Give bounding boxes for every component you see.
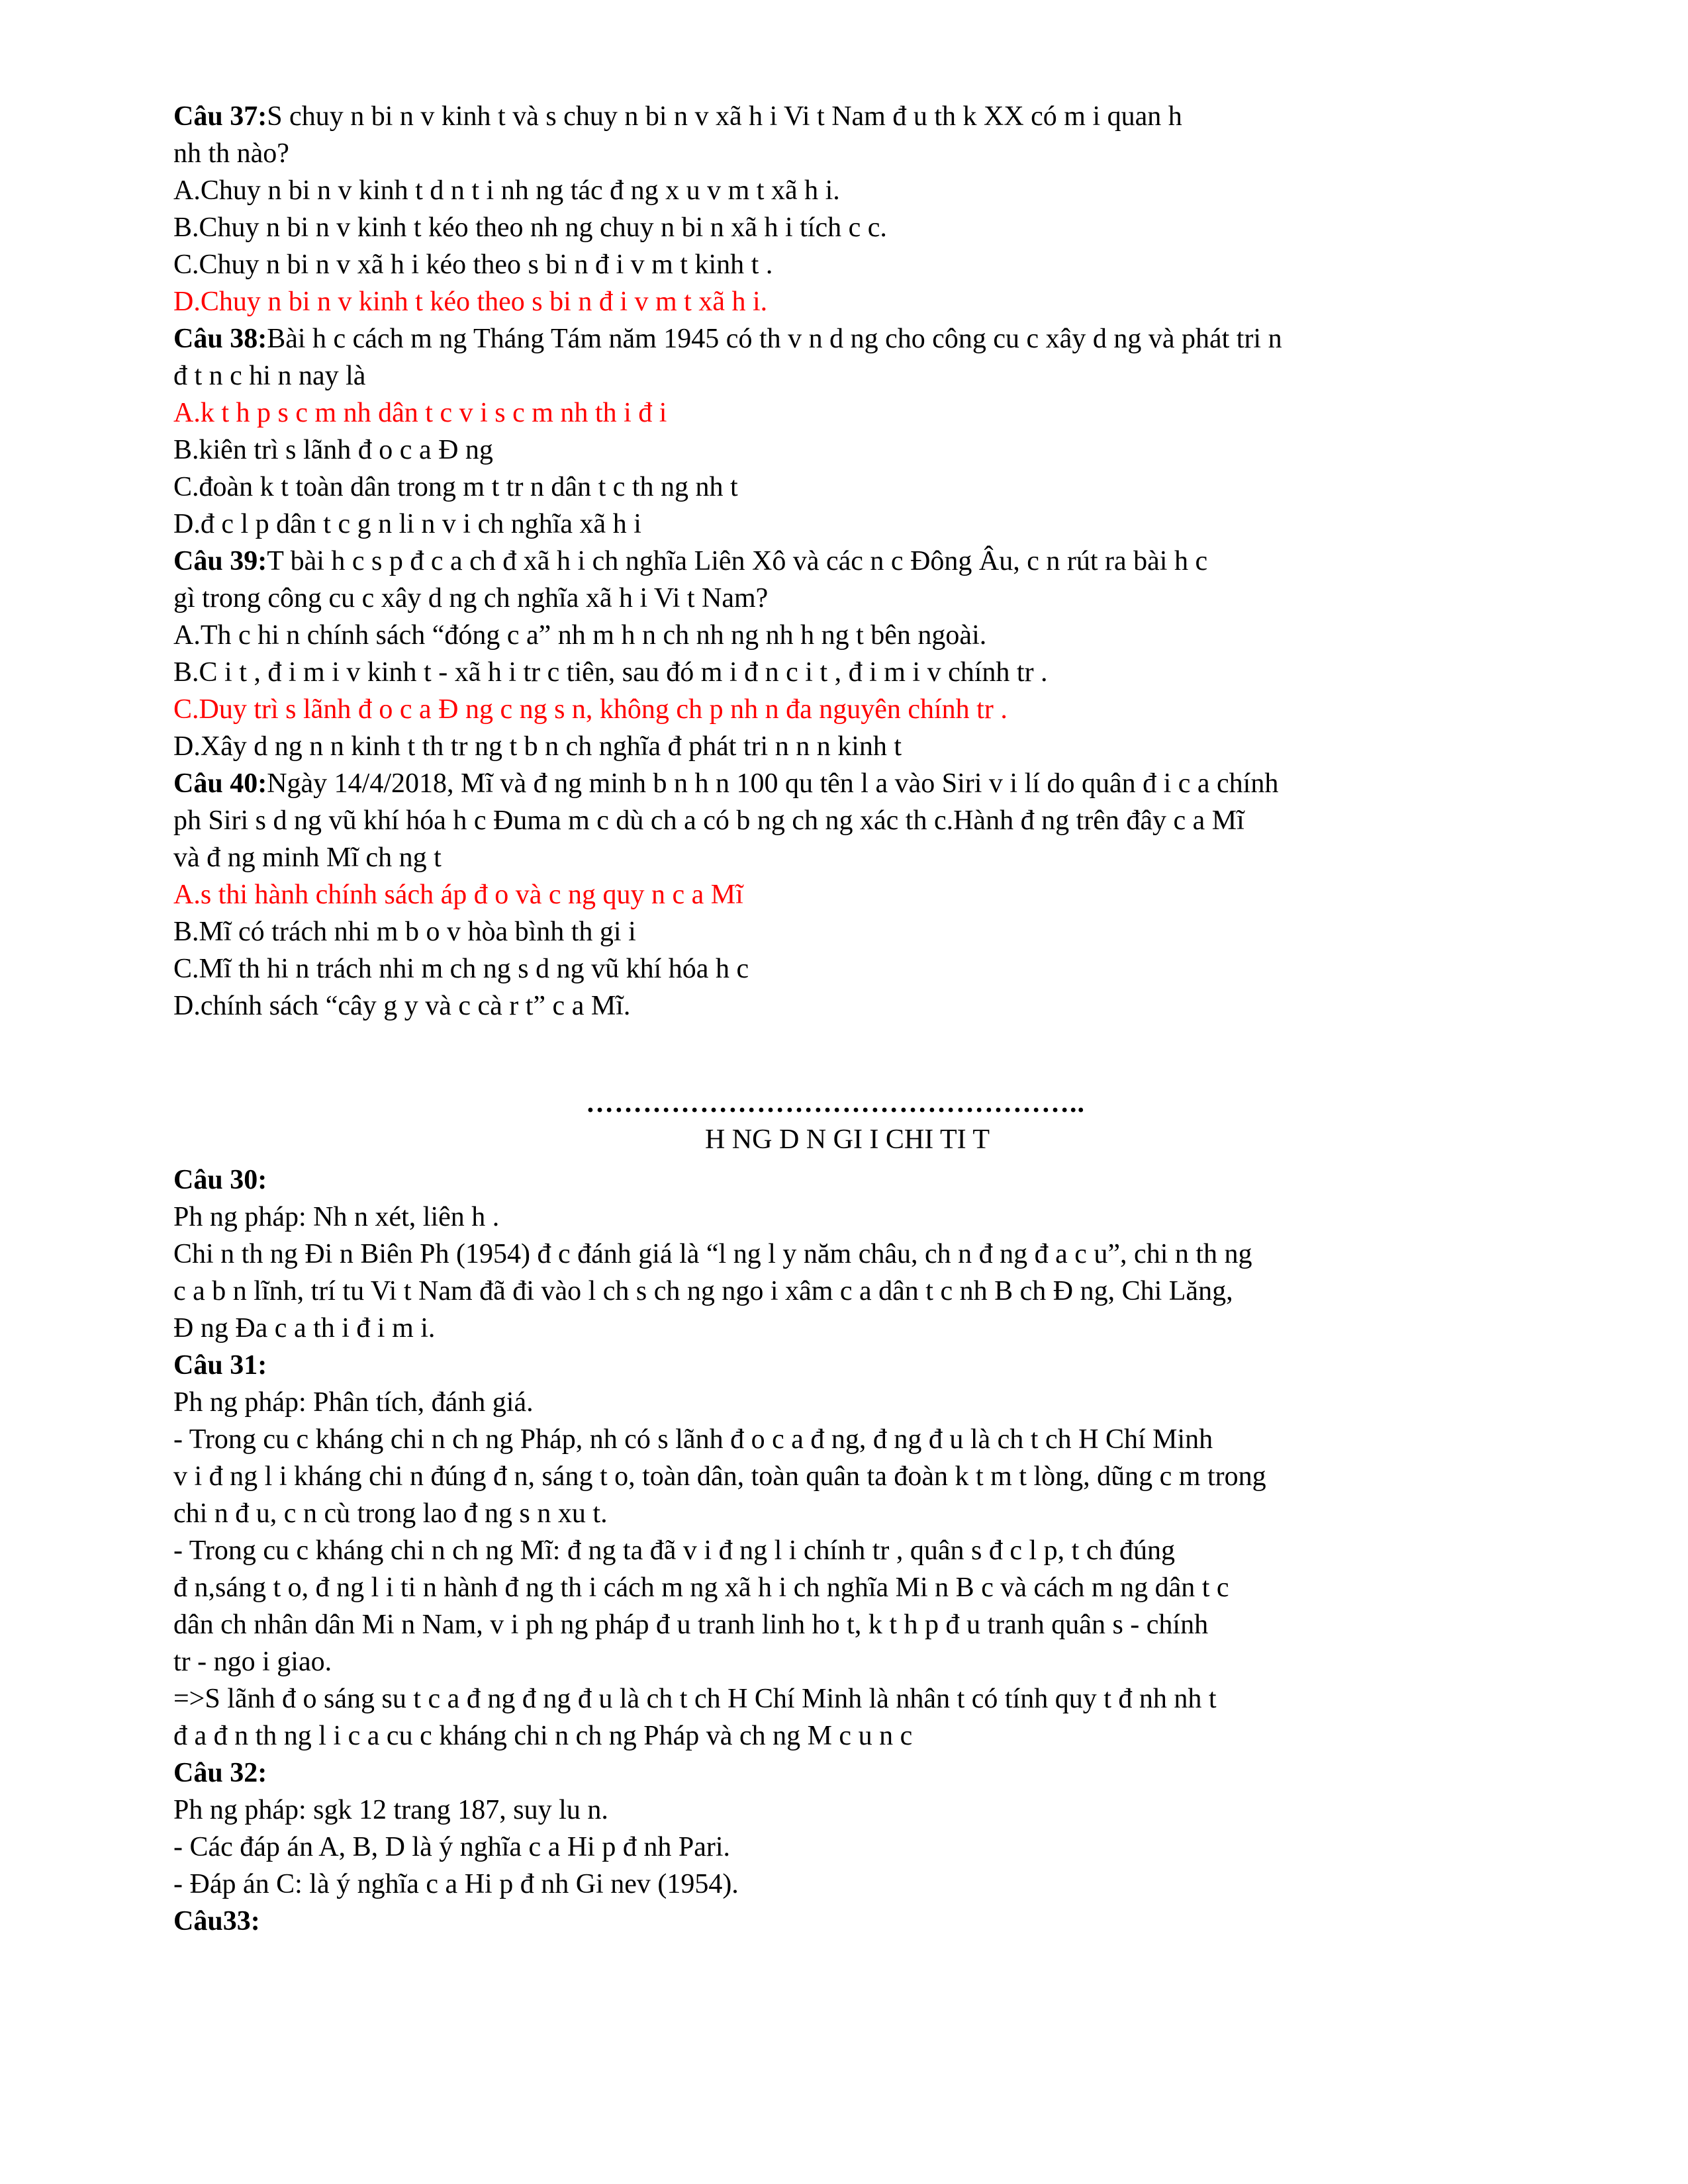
solution-31-line: - Trong cu c kháng chi n ch ng Pháp, nh có s lãnh đ o c a đ ng, đ ng đ u là ch t ch H Chí Minh: [173, 1424, 1213, 1455]
question-37-text: S chuy n bi n v kinh t và s chuy n bi n v xã h i Vi t Nam đ u th k XX có m i quan h: [267, 101, 1182, 132]
question-38-option-d: D.đ c l p dân t c g n li n v i ch nghĩa xã h i: [173, 509, 641, 539]
question-40-line-3: và đ ng minh Mĩ ch ng t: [173, 842, 442, 873]
question-37-line-2: nh th nào?: [173, 138, 289, 169]
solution-31-line: v i đ ng l i kháng chi n đúng đ n, sáng t o, toàn dân, toàn quân ta đoàn k t m t lòng, dũng c m trong: [173, 1461, 1266, 1492]
solution-31-line: - Trong cu c kháng chi n ch ng Mĩ: đ ng ta đã v i đ ng l i chính tr , quân s đ c l p, t ch đúng: [173, 1535, 1175, 1566]
question-37-line-1: [173, 98, 1550, 135]
solution-30-line: Chi n th ng Đi n Biên Ph (1954) đ c đánh giá là “l ng l y năm châu, ch n đ ng đ a c u”, chi n th ng: [173, 1239, 1252, 1269]
question-38-option-a-answer: A.k t h p s c m nh dân t c v i s c m nh th i đ i: [173, 398, 667, 428]
question-40-option-b: B.Mĩ có trách nhi m b o v hòa bình th gi i: [173, 917, 636, 947]
question-40-line-1: [173, 765, 1550, 802]
question-40-option-c: C.Mĩ th hi n trách nhi m ch ng s d ng vũ khí hóa h c: [173, 954, 749, 984]
solution-31-label: [173, 1347, 1550, 1384]
question-39-text: T bài h c s p đ c a ch đ xã h i ch nghĩa Liên Xô và các n c Đông Âu, c n rút ra bài h c: [267, 546, 1208, 576]
section-separator-dots: ……………………………………………..: [586, 1088, 1085, 1118]
question-39-line-1: [173, 543, 1550, 580]
question-38-line-2: đ t n c hi n nay là: [173, 361, 366, 391]
question-39-option-b: B.C i t , đ i m i v kinh t - xã h i tr c tiên, sau đó m i đ n c i t , đ i m i v chính tr .: [173, 657, 1048, 688]
solution-31-line: dân ch nhân dân Mi n Nam, v i ph ng pháp đ u tranh linh ho t, k t h p đ u tranh quân s - chính: [173, 1610, 1209, 1640]
question-39-option-d: D.Xây d ng n n kinh t th tr ng t b n ch nghĩa đ phát tri n n n kinh t: [173, 731, 902, 762]
question-37-option-b: B.Chuy n bi n v kinh t kéo theo nh ng chuy n bi n xã h i tích c c.: [173, 212, 887, 243]
solution-33-label-text: Câu33:: [173, 1906, 260, 1936]
question-39-option-a: A.Th c hi n chính sách “đóng c a” nh m h n ch nh ng nh h ng t bên ngoài.: [173, 620, 987, 651]
solution-33-label: [173, 1903, 1550, 1940]
question-37-option-d-answer: D.Chuy n bi n v kinh t kéo theo s bi n đ i v m t xã h i.: [173, 287, 768, 317]
solution-30-label: [173, 1161, 1550, 1199]
question-37-label: Câu 37:: [173, 101, 267, 132]
solution-30-line: Đ ng Đa c a th i đ i m i.: [173, 1313, 436, 1343]
questions-section: [173, 98, 1550, 1024]
question-39-line-2: gì trong công cu c xây d ng ch nghĩa xã h i Vi t Nam?: [173, 583, 769, 614]
question-40-option-a-answer: A.s thi hành chính sách áp đ o và c ng quy n c a Mĩ: [173, 880, 743, 910]
question-38-line-1: [173, 320, 1550, 357]
question-38-option-c: C.đoàn k t toàn dân trong m t tr n dân t c th ng nh t: [173, 472, 738, 502]
solution-31-line: Ph ng pháp: Phân tích, đánh giá.: [173, 1387, 534, 1418]
solutions-section: [173, 1161, 1550, 1940]
question-40-text: Ngày 14/4/2018, Mĩ và đ ng minh b n h n 100 qu tên l a vào Siri v i lí do quân đ i c a chính: [267, 768, 1279, 799]
solutions-heading: H NG D N GI I CHI TI T: [704, 1124, 990, 1155]
solution-31-label-text: Câu 31:: [173, 1350, 267, 1381]
solution-31-line: đ n,sáng t o, đ ng l i ti n hành đ ng th i cách m ng xã h i ch nghĩa Mi n B c và cách m ng dân t c: [173, 1572, 1229, 1603]
question-39-option-c-answer: C.Duy trì s lãnh đ o c a Đ ng c ng s n, không ch p nh n đa nguyên chính tr .: [173, 694, 1008, 725]
question-38-label: Câu 38:: [173, 324, 267, 354]
solution-31-line: =>S lãnh đ o sáng su t c a đ ng đ ng đ u là ch t ch H Chí Minh là nhân t có tính quy t đ nh nh t: [173, 1684, 1217, 1714]
question-40-line-2: ph Siri s d ng vũ khí hóa h c Đuma m c dù ch a có b ng ch ng xác th c.Hành đ ng trên đây c a Mĩ: [173, 805, 1244, 836]
question-39-label: Câu 39:: [173, 546, 267, 576]
solution-32-line: Ph ng pháp: sgk 12 trang 187, suy lu n.: [173, 1795, 608, 1825]
question-40-option-d: D.chính sách “cây g y và c cà r t” c a Mĩ.: [173, 991, 631, 1021]
question-37-option-a: A.Chuy n bi n v kinh t d n t i nh ng tác đ ng x u v m t xã h i.: [173, 175, 840, 206]
solution-31-line: đ a đ n th ng l i c a cu c kháng chi n ch ng Pháp và ch ng M c u n c: [173, 1721, 913, 1751]
question-38-text: Bài h c cách m ng Tháng Tám năm 1945 có th v n d ng cho công cu c xây d ng và phát tri n: [267, 324, 1282, 354]
solution-30-line: c a b n lĩnh, trí tu Vi t Nam đã đi vào l ch s ch ng ngo i xâm c a dân t c nh B ch Đ ng, Chi Lăng,: [173, 1276, 1233, 1306]
solution-32-label-text: Câu 32:: [173, 1758, 267, 1788]
solution-30-line: Ph ng pháp: Nh n xét, liên h .: [173, 1202, 500, 1232]
question-38-option-b: B.kiên trì s lãnh đ o c a Đ ng: [173, 435, 493, 465]
solution-31-line: chi n đ u, c n cù trong lao đ ng s n xu t.: [173, 1498, 608, 1529]
question-40-label: Câu 40:: [173, 768, 267, 799]
solution-32-line: - Các đáp án A, B, D là ý nghĩa c a Hi p đ nh Pari.: [173, 1832, 730, 1862]
solution-32-label: [173, 1754, 1550, 1792]
solution-32-line: - Đáp án C: là ý nghĩa c a Hi p đ nh Gi nev (1954).: [173, 1869, 739, 1899]
solution-31-line: tr - ngo i giao.: [173, 1647, 332, 1677]
solution-30-label-text: Câu 30:: [173, 1165, 267, 1195]
question-37-option-c: C.Chuy n bi n v xã h i kéo theo s bi n đ i v m t kinh t .: [173, 250, 773, 280]
